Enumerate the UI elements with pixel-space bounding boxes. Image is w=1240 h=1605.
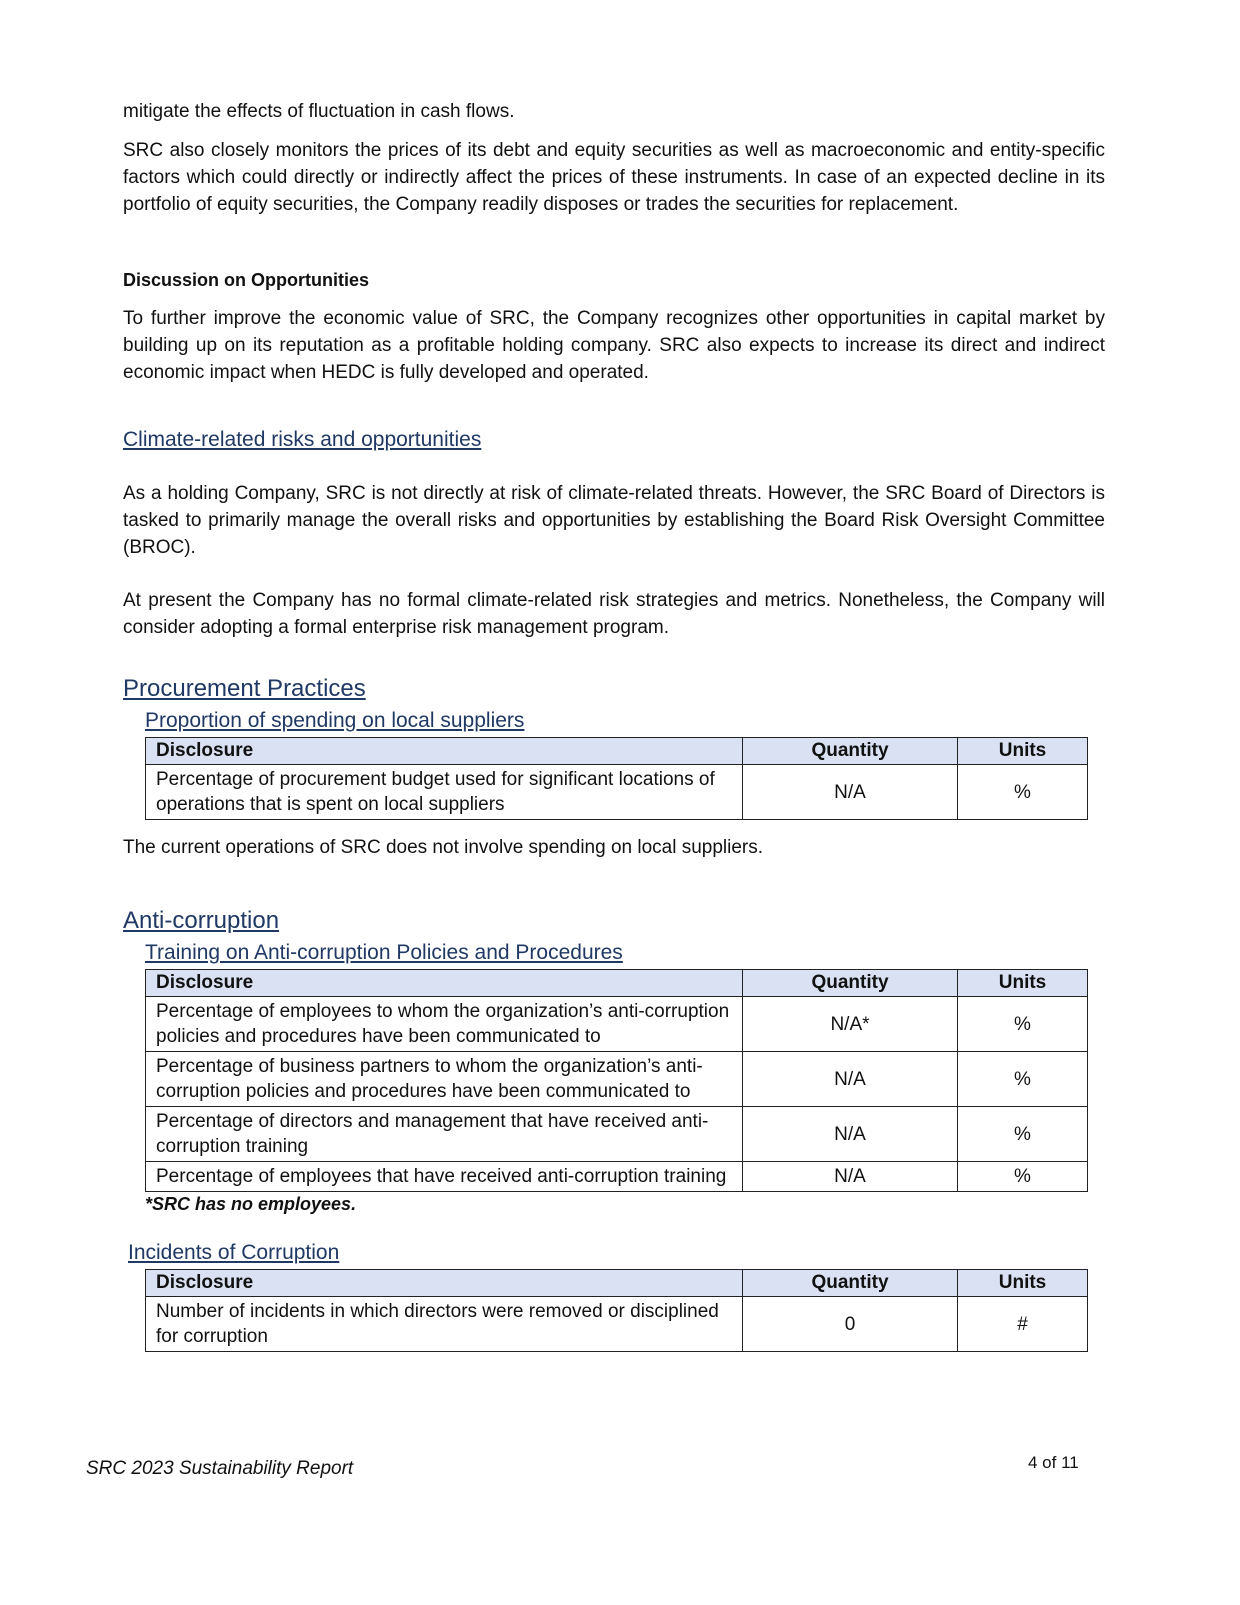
units-cell: % <box>958 765 1088 820</box>
column-header-units: Units <box>958 1270 1088 1297</box>
training-table <box>145 969 1088 1192</box>
table-row <box>146 765 1088 820</box>
table-row <box>146 1107 1088 1162</box>
opportunities-paragraph: To further improve the economic value of SRC, the Company recognizes other opportunities in capital market by building up on its reputation as a profitable holding company. SRC also expects to increase its direct and indirect economic impact when HEDC is fully developed and operated. <box>123 308 1105 383</box>
climate-paragraph-2: At present the Company has no formal climate-related risk strategies and metrics. Nonetheless, the Company will consider adopting a formal enterprise risk management program. <box>123 590 1105 638</box>
anticorruption-heading: Anti-corruption <box>123 907 280 934</box>
training-subheading: Training on Anti-corruption Policies and Procedures <box>145 941 623 964</box>
procurement-note: The current operations of SRC does not involve spending on local suppliers. <box>123 837 764 858</box>
column-header-quantity: Quantity <box>743 970 958 997</box>
incidents-subheading: Incidents of Corruption <box>128 1241 340 1264</box>
table-row <box>146 1162 1088 1192</box>
procurement-table <box>145 737 1088 820</box>
column-header-disclosure: Disclosure <box>146 1270 743 1297</box>
climate-heading: Climate-related risks and opportunities <box>123 428 482 451</box>
column-header-units: Units <box>958 970 1088 997</box>
column-header-disclosure: Disclosure <box>146 738 743 765</box>
footer-page-number: 4 of 11 <box>1028 1453 1079 1472</box>
units-cell: # <box>958 1297 1088 1352</box>
column-header-units: Units <box>958 738 1088 765</box>
intro-paragraph-1: mitigate the effects of fluctuation in cash flows. <box>123 101 515 122</box>
column-header-quantity: Quantity <box>743 1270 958 1297</box>
table-row <box>146 1052 1088 1107</box>
quantity-cell: N/A <box>743 765 958 820</box>
page-body <box>123 98 1105 1352</box>
quantity-cell: N/A* <box>743 997 958 1052</box>
footer-report-title: SRC 2023 Sustainability Report <box>86 1458 354 1479</box>
quantity-cell: 0 <box>743 1297 958 1352</box>
quantity-cell: N/A <box>743 1162 958 1192</box>
climate-paragraph-1: As a holding Company, SRC is not directly at risk of climate-related threats. However, the SRC Board of Directors is tasked to primarily manage the overall risks and opportunities by establishing the Board Risk Oversight Committee (BROC). <box>123 483 1105 558</box>
procurement-subheading: Proportion of spending on local suppliers <box>145 709 525 732</box>
training-footnote: *SRC has no employees. <box>145 1194 357 1214</box>
quantity-cell: N/A <box>743 1107 958 1162</box>
opportunities-heading: Discussion on Opportunities <box>123 270 370 290</box>
column-header-quantity: Quantity <box>743 738 958 765</box>
units-cell: % <box>958 1162 1088 1192</box>
procurement-heading: Procurement Practices <box>123 675 366 702</box>
disclosure-cell: Percentage of procurement budget used for significant locations of operations that is spent on local suppliers <box>146 765 743 820</box>
units-cell: % <box>958 1107 1088 1162</box>
disclosure-cell: Number of incidents in which directors were removed or disciplined for corruption <box>146 1297 743 1352</box>
units-cell: % <box>958 997 1088 1052</box>
table-row <box>146 997 1088 1052</box>
incidents-table <box>145 1269 1088 1352</box>
disclosure-cell: Percentage of employees to whom the organization’s anti-corruption policies and procedures have been communicated to <box>146 997 743 1052</box>
disclosure-cell: Percentage of employees that have received anti-corruption training <box>146 1162 743 1192</box>
intro-paragraph-2: SRC also closely monitors the prices of its debt and equity securities as well as macroeconomic and entity-specific factors which could directly or indirectly affect the prices of these instruments. In case of an expected decline in its portfolio of equity securities, the Company readily disposes or trades the securities for replacement. <box>123 140 1105 215</box>
quantity-cell: N/A <box>743 1052 958 1107</box>
column-header-disclosure: Disclosure <box>146 970 743 997</box>
disclosure-cell: Percentage of directors and management that have received anti-corruption training <box>146 1107 743 1162</box>
disclosure-cell: Percentage of business partners to whom the organization’s anti-corruption policies and procedures have been communicated to <box>146 1052 743 1107</box>
units-cell: % <box>958 1052 1088 1107</box>
table-row <box>146 1297 1088 1352</box>
